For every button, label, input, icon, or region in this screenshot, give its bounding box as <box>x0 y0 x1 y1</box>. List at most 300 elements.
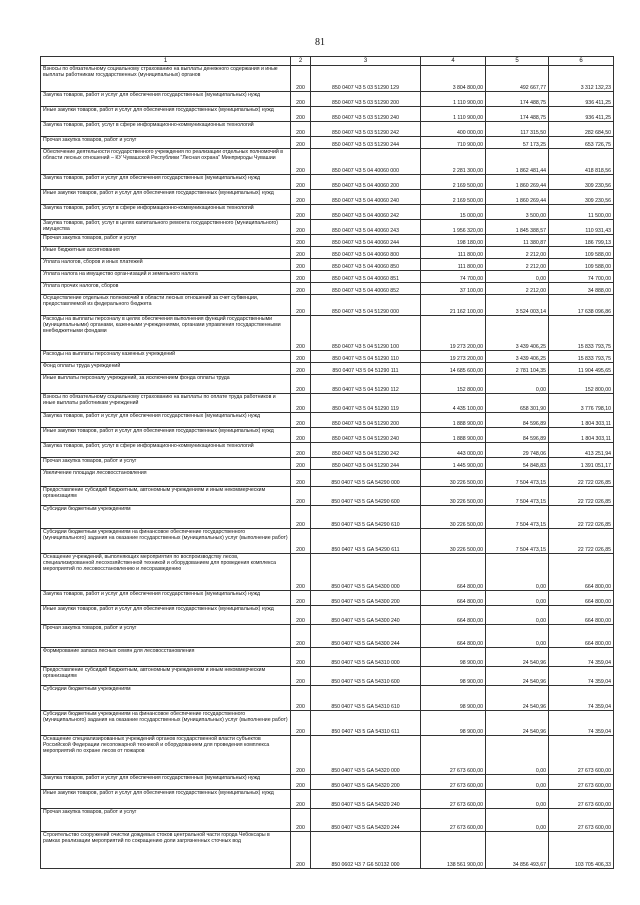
row-value-col4: 3 804 800,00 <box>421 66 486 92</box>
row-value-col5: 24 540,96 <box>486 667 549 686</box>
row-budget-code: 850 0407 Ч3 5 04 51290 111 <box>311 363 421 375</box>
row-value-col5: 0,00 <box>486 775 549 790</box>
row-indicator: 200 <box>291 351 311 363</box>
table-row <box>41 554 614 591</box>
column-header: 5 <box>486 57 549 66</box>
row-indicator: 200 <box>291 92 311 107</box>
row-indicator: 200 <box>291 458 311 470</box>
table-row <box>41 832 614 869</box>
row-value-col4: 443 000,00 <box>421 443 486 458</box>
row-budget-code: 850 0407 Ч3 5 04 51290 200 <box>311 413 421 428</box>
row-value-col5: 0,00 <box>486 375 549 394</box>
row-name: Прочая закупка товаров, работ и услуг <box>41 809 291 832</box>
row-name: Расходы на выплаты персоналу в целях обеспечения выполнения функций государственными (муниципальными) органами, казенными учреждениями, органами управления государственными внебюджетными фондами <box>41 316 291 351</box>
row-value-col5: 2 212,00 <box>486 247 549 259</box>
table-row <box>41 487 614 506</box>
row-value-col6: 282 684,50 <box>549 122 614 137</box>
row-name: Субсидии бюджетным учреждениям на финансовое обеспечение государственного (муниципального) задания на оказание государственных (муниципальных) услуг (выполнение работ) <box>41 529 291 554</box>
row-indicator: 200 <box>291 107 311 122</box>
row-value-col5: 34 856 493,67 <box>486 832 549 869</box>
row-indicator: 200 <box>291 413 311 428</box>
table-row <box>41 506 614 529</box>
row-name: Закупка товаров, работ, услуг в целях капитального ремонта государственного (муниципального) имущества <box>41 220 291 235</box>
row-value-col5: 0,00 <box>486 554 549 591</box>
table-row <box>41 190 614 205</box>
row-budget-code: 850 0407 Ч3 5 04 51290 112 <box>311 375 421 394</box>
row-value-col5: 1 862 481,44 <box>486 149 549 175</box>
table-row <box>41 271 614 283</box>
table-row <box>41 428 614 443</box>
row-name: Иные закупки товаров, работ и услуг для обеспечения государственных (муниципальных) нужд <box>41 190 291 205</box>
table-row <box>41 316 614 351</box>
row-value-col5: 117 315,50 <box>486 122 549 137</box>
row-indicator: 200 <box>291 137 311 149</box>
page-number: 81 <box>315 37 325 48</box>
table-row <box>41 283 614 295</box>
row-value-col4: 74 700,00 <box>421 271 486 283</box>
row-value-col4: 30 226 500,00 <box>421 506 486 529</box>
row-value-col4: 27 673 600,00 <box>421 790 486 809</box>
table-row <box>41 175 614 190</box>
table-row <box>41 149 614 175</box>
row-name: Взносы по обязательному социальному страхованию на выплаты по оплате труда работников и иные выплаты работникам учреждений <box>41 394 291 413</box>
table-row <box>41 375 614 394</box>
table-row <box>41 394 614 413</box>
row-value-col6: 74 700,00 <box>549 271 614 283</box>
row-value-col6: 22 722 026,85 <box>549 529 614 554</box>
row-budget-code: 850 0407 Ч3 5 03 51290 129 <box>311 66 421 92</box>
row-value-col6: 27 673 600,00 <box>549 736 614 775</box>
row-budget-code: 850 0407 Ч3 5 04 51290 100 <box>311 316 421 351</box>
table-row <box>41 606 614 625</box>
row-value-col5: 3 500,00 <box>486 205 549 220</box>
row-value-col4: 14 685 600,00 <box>421 363 486 375</box>
row-indicator: 200 <box>291 283 311 295</box>
table-row <box>41 736 614 775</box>
row-budget-code: 850 0407 Ч3 5 04 40060 200 <box>311 175 421 190</box>
row-indicator: 200 <box>291 711 311 736</box>
row-value-col6: 34 888,00 <box>549 283 614 295</box>
row-value-col4: 98 900,00 <box>421 648 486 667</box>
row-budget-code: 850 0407 Ч3 5 03 51290 200 <box>311 92 421 107</box>
row-budget-code: 850 0407 Ч3 5 04 40060 851 <box>311 271 421 283</box>
row-name: Закупка товаров, работ и услуг для обеспечения государственных (муниципальных) нужд <box>41 775 291 790</box>
row-value-col5: 0,00 <box>486 606 549 625</box>
table-body <box>41 66 614 869</box>
row-value-col4: 710 900,00 <box>421 137 486 149</box>
row-name: Иные закупки товаров, работ и услуг для обеспечения государственных (муниципальных) нужд <box>41 107 291 122</box>
row-value-col4: 400 000,00 <box>421 122 486 137</box>
table-row <box>41 809 614 832</box>
row-indicator: 200 <box>291 591 311 606</box>
row-value-col6: 22 722 026,85 <box>549 506 614 529</box>
row-name: Прочая закупка товаров, работ и услуг <box>41 137 291 149</box>
row-name: Закупка товаров, работ, услуг в сфере информационно-коммуникационных технологий <box>41 122 291 137</box>
row-budget-code: 850 0602 Ч3 7 G6 50132 000 <box>311 832 421 869</box>
row-name: Взносы по обязательному социальному страхованию на выплаты денежного содержания и иные выплаты работникам государственных (муниципальных) органов <box>41 66 291 92</box>
row-indicator: 200 <box>291 506 311 529</box>
row-indicator: 200 <box>291 259 311 271</box>
row-value-col6: 309 230,56 <box>549 190 614 205</box>
row-value-col6: 74 359,04 <box>549 686 614 711</box>
row-value-col6: 413 251,94 <box>549 443 614 458</box>
row-value-col5: 2 781 104,35 <box>486 363 549 375</box>
row-name: Фонд оплаты труда учреждений <box>41 363 291 375</box>
row-name: Закупка товаров, работ и услуг для обеспечения государственных (муниципальных) нужд <box>41 92 291 107</box>
row-indicator: 200 <box>291 220 311 235</box>
row-value-col4: 98 900,00 <box>421 686 486 711</box>
table-row <box>41 458 614 470</box>
row-budget-code: 850 0407 Ч3 5 GA 54300 244 <box>311 625 421 648</box>
row-value-col4: 1 888 900,00 <box>421 428 486 443</box>
table-row <box>41 648 614 667</box>
row-value-col4: 19 273 200,00 <box>421 351 486 363</box>
row-name: Обеспечение деятельности государственного учреждения по реализации отдельных полномочий в области лесных отношений – КУ Чувашской Республики "Лесная охрана" Минприроды Чувашии <box>41 149 291 175</box>
row-value-col4: 152 800,00 <box>421 375 486 394</box>
row-budget-code: 850 0407 Ч3 5 GA 54320 240 <box>311 790 421 809</box>
row-value-col5: 3 439 406,25 <box>486 316 549 351</box>
row-value-col6: 74 359,04 <box>549 667 614 686</box>
column-header: 6 <box>549 57 614 66</box>
row-indicator: 200 <box>291 175 311 190</box>
table-row <box>41 122 614 137</box>
row-value-col4: 1 110 900,00 <box>421 107 486 122</box>
table-row <box>41 443 614 458</box>
row-value-col4: 19 273 200,00 <box>421 316 486 351</box>
row-name: Прочая закупка товаров, работ и услуг <box>41 235 291 247</box>
table-row <box>41 220 614 235</box>
row-value-col4: 664 800,00 <box>421 625 486 648</box>
table-row <box>41 205 614 220</box>
row-value-col4: 111 800,00 <box>421 259 486 271</box>
row-value-col4: 27 673 600,00 <box>421 809 486 832</box>
row-indicator: 200 <box>291 554 311 591</box>
table-row <box>41 711 614 736</box>
row-value-col5: 3 439 406,25 <box>486 351 549 363</box>
row-budget-code: 850 0407 Ч3 5 04 51290 110 <box>311 351 421 363</box>
row-budget-code: 850 0407 Ч3 5 GA 54300 240 <box>311 606 421 625</box>
row-value-col6: 152 800,00 <box>549 375 614 394</box>
row-value-col4: 30 226 500,00 <box>421 470 486 487</box>
row-indicator: 200 <box>291 529 311 554</box>
row-indicator: 200 <box>291 625 311 648</box>
row-value-col5: 57 173,25 <box>486 137 549 149</box>
row-value-col4: 1 888 900,00 <box>421 413 486 428</box>
row-value-col6: 664 800,00 <box>549 554 614 591</box>
row-name: Уплата налога на имущество орган-изаций и земельного налога <box>41 271 291 283</box>
row-budget-code: 850 0407 Ч3 5 04 40060 800 <box>311 247 421 259</box>
row-name: Закупка товаров, работ и услуг для обеспечения государственных (муниципальных) нужд <box>41 175 291 190</box>
table-row <box>41 351 614 363</box>
row-value-col4: 198 180,00 <box>421 235 486 247</box>
row-name: Прочая закупка товаров, работ и услуг <box>41 625 291 648</box>
row-value-col4: 138 561 900,00 <box>421 832 486 869</box>
row-name: Иные закупки товаров, работ и услуг для обеспечения государственных (муниципальных) нужд <box>41 790 291 809</box>
row-value-col6: 15 833 793,75 <box>549 316 614 351</box>
row-value-col5: 7 504 473,15 <box>486 487 549 506</box>
row-value-col6: 22 722 026,85 <box>549 487 614 506</box>
row-value-col6: 22 722 026,85 <box>549 470 614 487</box>
row-value-col6: 110 931,43 <box>549 220 614 235</box>
row-value-col5: 29 748,06 <box>486 443 549 458</box>
row-value-col4: 1 110 900,00 <box>421 92 486 107</box>
row-indicator: 200 <box>291 832 311 869</box>
row-indicator: 200 <box>291 295 311 316</box>
row-name: Иные закупки товаров, работ и услуг для обеспечения государственных (муниципальных) нужд <box>41 428 291 443</box>
row-indicator: 200 <box>291 775 311 790</box>
row-value-col4: 21 162 100,00 <box>421 295 486 316</box>
row-name: Уплата налогов, сборов и иных платежей <box>41 259 291 271</box>
row-value-col5: 174 488,75 <box>486 92 549 107</box>
row-value-col5: 0,00 <box>486 271 549 283</box>
row-indicator: 200 <box>291 235 311 247</box>
row-indicator: 200 <box>291 205 311 220</box>
row-value-col6: 664 800,00 <box>549 606 614 625</box>
row-value-col5: 24 540,96 <box>486 648 549 667</box>
row-value-col6: 1 804 303,11 <box>549 413 614 428</box>
row-budget-code: 850 0407 Ч3 5 GA 54290 000 <box>311 470 421 487</box>
row-value-col5: 7 504 473,15 <box>486 529 549 554</box>
row-indicator: 200 <box>291 790 311 809</box>
row-value-col6: 74 359,04 <box>549 648 614 667</box>
row-budget-code: 850 0407 Ч3 5 04 40060 000 <box>311 149 421 175</box>
row-budget-code: 850 0407 Ч3 5 03 51290 242 <box>311 122 421 137</box>
row-value-col5: 7 504 473,15 <box>486 506 549 529</box>
column-header: 4 <box>421 57 486 66</box>
row-value-col5: 0,00 <box>486 809 549 832</box>
row-value-col6: 936 411,25 <box>549 92 614 107</box>
row-indicator: 200 <box>291 149 311 175</box>
row-indicator: 200 <box>291 190 311 205</box>
row-budget-code: 850 0407 Ч3 5 04 40060 852 <box>311 283 421 295</box>
row-name: Закупка товаров, работ и услуг для обеспечения государственных (муниципальных) нужд <box>41 413 291 428</box>
table-row <box>41 295 614 316</box>
row-indicator: 200 <box>291 443 311 458</box>
table-row <box>41 413 614 428</box>
table-row <box>41 790 614 809</box>
row-value-col5: 2 212,00 <box>486 259 549 271</box>
row-value-col6: 27 673 600,00 <box>549 809 614 832</box>
row-budget-code: 850 0407 Ч3 5 04 51290 240 <box>311 428 421 443</box>
table-row <box>41 137 614 149</box>
row-indicator: 200 <box>291 316 311 351</box>
row-value-col6: 936 411,25 <box>549 107 614 122</box>
row-value-col4: 15 000,00 <box>421 205 486 220</box>
row-name: Формирование запаса лесных семян для лесовосстановления <box>41 648 291 667</box>
row-value-col4: 1 956 320,00 <box>421 220 486 235</box>
row-name: Иные выплаты персоналу учреждений, за исключением фонда оплаты труда <box>41 375 291 394</box>
row-value-col6: 309 230,56 <box>549 175 614 190</box>
row-indicator: 200 <box>291 394 311 413</box>
row-value-col4: 30 226 500,00 <box>421 529 486 554</box>
row-name: Предоставление субсидий бюджетным, автономным учреждениям и иным некоммерческим организациям <box>41 487 291 506</box>
row-name: Иные закупки товаров, работ и услуг для обеспечения государственных (муниципальных) нужд <box>41 606 291 625</box>
row-value-col4: 664 800,00 <box>421 606 486 625</box>
table-row <box>41 247 614 259</box>
row-value-col5: 0,00 <box>486 790 549 809</box>
table-row <box>41 625 614 648</box>
row-indicator: 200 <box>291 375 311 394</box>
table-row <box>41 235 614 247</box>
row-name: Прочая закупка товаров, работ и услуг <box>41 458 291 470</box>
row-budget-code: 850 0407 Ч3 5 GA 54320 244 <box>311 809 421 832</box>
row-name: Увеличение площади лесовосстановления <box>41 470 291 487</box>
row-budget-code: 850 0407 Ч3 5 03 51290 244 <box>311 137 421 149</box>
row-value-col6: 186 799,13 <box>549 235 614 247</box>
row-indicator: 200 <box>291 606 311 625</box>
row-budget-code: 850 0407 Ч3 5 04 40060 850 <box>311 259 421 271</box>
row-indicator: 200 <box>291 470 311 487</box>
table-row <box>41 107 614 122</box>
row-budget-code: 850 0407 Ч3 5 04 51290 000 <box>311 295 421 316</box>
row-value-col4: 98 900,00 <box>421 667 486 686</box>
row-value-col5: 24 540,96 <box>486 686 549 711</box>
row-value-col6: 3 312 132,23 <box>549 66 614 92</box>
row-indicator: 200 <box>291 66 311 92</box>
row-value-col6: 27 673 600,00 <box>549 790 614 809</box>
row-value-col6: 418 818,56 <box>549 149 614 175</box>
row-value-col6: 3 776 798,10 <box>549 394 614 413</box>
row-value-col6: 11 500,00 <box>549 205 614 220</box>
table-row <box>41 259 614 271</box>
row-indicator: 200 <box>291 686 311 711</box>
row-budget-code: 850 0407 Ч3 5 03 51290 240 <box>311 107 421 122</box>
row-value-col6: 1 391 051,17 <box>549 458 614 470</box>
row-indicator: 200 <box>291 648 311 667</box>
row-budget-code: 850 0407 Ч3 5 04 40060 243 <box>311 220 421 235</box>
row-name: Предоставление субсидий бюджетным, автономным учреждениям и иным некоммерческим организациям <box>41 667 291 686</box>
row-value-col5: 11 380,87 <box>486 235 549 247</box>
row-name: Расходы на выплаты персоналу казенных учреждений <box>41 351 291 363</box>
budget-table <box>40 56 614 869</box>
row-value-col5: 492 667,77 <box>486 66 549 92</box>
row-name: Субсидии бюджетным учреждениям <box>41 686 291 711</box>
row-value-col4: 30 226 500,00 <box>421 487 486 506</box>
table-row <box>41 66 614 92</box>
row-budget-code: 850 0407 Ч3 5 GA 54310 610 <box>311 686 421 711</box>
row-budget-code: 850 0407 Ч3 5 GA 54310 611 <box>311 711 421 736</box>
column-header: 1 <box>41 57 291 66</box>
row-budget-code: 850 0407 Ч3 5 GA 54300 000 <box>311 554 421 591</box>
row-value-col6: 653 726,75 <box>549 137 614 149</box>
row-name: Субсидии бюджетным учреждениям <box>41 506 291 529</box>
row-name: Закупка товаров, работ и услуг для обеспечения государственных (муниципальных) нужд <box>41 591 291 606</box>
row-name: Оснащение специализированных учреждений органов государственной власти субъектов Российской Федерации лесопожарной техникой и оборудованием для проведения комплекса мероприятий по охране лесов от пожаров <box>41 736 291 775</box>
column-header: 3 <box>311 57 421 66</box>
row-indicator: 200 <box>291 736 311 775</box>
row-budget-code: 850 0407 Ч3 5 04 40060 244 <box>311 235 421 247</box>
row-value-col5: 54 848,83 <box>486 458 549 470</box>
row-value-col5: 7 504 473,15 <box>486 470 549 487</box>
row-value-col6: 74 359,04 <box>549 711 614 736</box>
row-value-col4: 4 435 100,00 <box>421 394 486 413</box>
row-budget-code: 850 0407 Ч3 5 GA 54310 600 <box>311 667 421 686</box>
row-budget-code: 850 0407 Ч3 5 04 51290 119 <box>311 394 421 413</box>
row-value-col6: 109 588,00 <box>549 247 614 259</box>
row-indicator: 200 <box>291 487 311 506</box>
row-value-col6: 664 800,00 <box>549 625 614 648</box>
row-value-col5: 1 860 269,44 <box>486 190 549 205</box>
row-indicator: 200 <box>291 271 311 283</box>
row-name: Субсидии бюджетным учреждениям на финансовое обеспечение государственного (муниципального) задания на оказание государственных (муниципальных) услуг (выполнение работ) <box>41 711 291 736</box>
row-value-col5: 2 212,00 <box>486 283 549 295</box>
row-value-col5: 0,00 <box>486 625 549 648</box>
table-row <box>41 470 614 487</box>
row-budget-code: 850 0407 Ч3 5 GA 54290 610 <box>311 506 421 529</box>
row-name: Строительство сооружений очистки дождевых стоков центральной части города Чебоксары в рамках реализации мероприятий по сокращению доли загрязненных сточных вод <box>41 832 291 869</box>
row-value-col4: 1 445 900,00 <box>421 458 486 470</box>
row-value-col5: 0,00 <box>486 591 549 606</box>
column-header: 2 <box>291 57 311 66</box>
column-header-row <box>41 57 614 66</box>
row-indicator: 200 <box>291 247 311 259</box>
row-value-col5: 174 488,75 <box>486 107 549 122</box>
row-name: Закупка товаров, работ, услуг в сфере информационно-коммуникационных технологий <box>41 443 291 458</box>
row-value-col6: 664 800,00 <box>549 591 614 606</box>
row-value-col5: 3 524 003,14 <box>486 295 549 316</box>
row-budget-code: 850 0407 Ч3 5 04 40060 242 <box>311 205 421 220</box>
row-value-col6: 27 673 600,00 <box>549 775 614 790</box>
row-budget-code: 850 0407 Ч3 5 GA 54290 600 <box>311 487 421 506</box>
row-value-col4: 37 100,00 <box>421 283 486 295</box>
row-value-col5: 1 845 388,57 <box>486 220 549 235</box>
row-value-col6: 11 904 495,65 <box>549 363 614 375</box>
row-value-col5: 1 860 269,44 <box>486 175 549 190</box>
row-value-col6: 109 588,00 <box>549 259 614 271</box>
row-value-col5: 0,00 <box>486 736 549 775</box>
row-value-col6: 17 638 096,86 <box>549 295 614 316</box>
table-row <box>41 775 614 790</box>
table-row <box>41 667 614 686</box>
row-value-col4: 98 900,00 <box>421 711 486 736</box>
row-name: Осуществление отдельных полномочий в области лесных отношений за счет субвенции, предоставляемой из федерального бюджета <box>41 295 291 316</box>
row-value-col4: 2 169 500,00 <box>421 175 486 190</box>
row-indicator: 200 <box>291 428 311 443</box>
row-value-col5: 658 301,90 <box>486 394 549 413</box>
row-indicator: 200 <box>291 122 311 137</box>
row-indicator: 200 <box>291 667 311 686</box>
row-value-col4: 27 673 600,00 <box>421 736 486 775</box>
row-value-col4: 27 673 600,00 <box>421 775 486 790</box>
row-name: Оснащение учреждений, выполняющих мероприятия по воспроизводству лесов, специализированной лесохозяйственной техникой и оборудованием для проведения комплекса мероприятий по лесовосстановлению и лесоразведению <box>41 554 291 591</box>
row-value-col4: 2 281 300,00 <box>421 149 486 175</box>
row-name: Закупка товаров, работ, услуг в сфере информационно-коммуникационных технологий <box>41 205 291 220</box>
row-name: Уплата прочих налогов, сборов <box>41 283 291 295</box>
table-row <box>41 92 614 107</box>
table-row <box>41 363 614 375</box>
row-value-col5: 24 540,96 <box>486 711 549 736</box>
row-budget-code: 850 0407 Ч3 5 04 51290 244 <box>311 458 421 470</box>
row-value-col5: 84 596,89 <box>486 428 549 443</box>
row-budget-code: 850 0407 Ч3 5 GA 54320 200 <box>311 775 421 790</box>
row-indicator: 200 <box>291 363 311 375</box>
table-row <box>41 529 614 554</box>
row-indicator: 200 <box>291 809 311 832</box>
row-value-col4: 111 800,00 <box>421 247 486 259</box>
table-row <box>41 686 614 711</box>
row-value-col4: 664 800,00 <box>421 591 486 606</box>
row-value-col4: 2 169 500,00 <box>421 190 486 205</box>
row-value-col5: 84 596,89 <box>486 413 549 428</box>
row-name: Иные бюджетные ассигнования <box>41 247 291 259</box>
row-value-col6: 103 705 406,33 <box>549 832 614 869</box>
row-budget-code: 850 0407 Ч3 5 04 51290 242 <box>311 443 421 458</box>
table-row <box>41 591 614 606</box>
row-budget-code: 850 0407 Ч3 5 GA 54310 000 <box>311 648 421 667</box>
row-budget-code: 850 0407 Ч3 5 GA 54320 000 <box>311 736 421 775</box>
row-value-col4: 664 800,00 <box>421 554 486 591</box>
row-value-col6: 1 804 303,11 <box>549 428 614 443</box>
